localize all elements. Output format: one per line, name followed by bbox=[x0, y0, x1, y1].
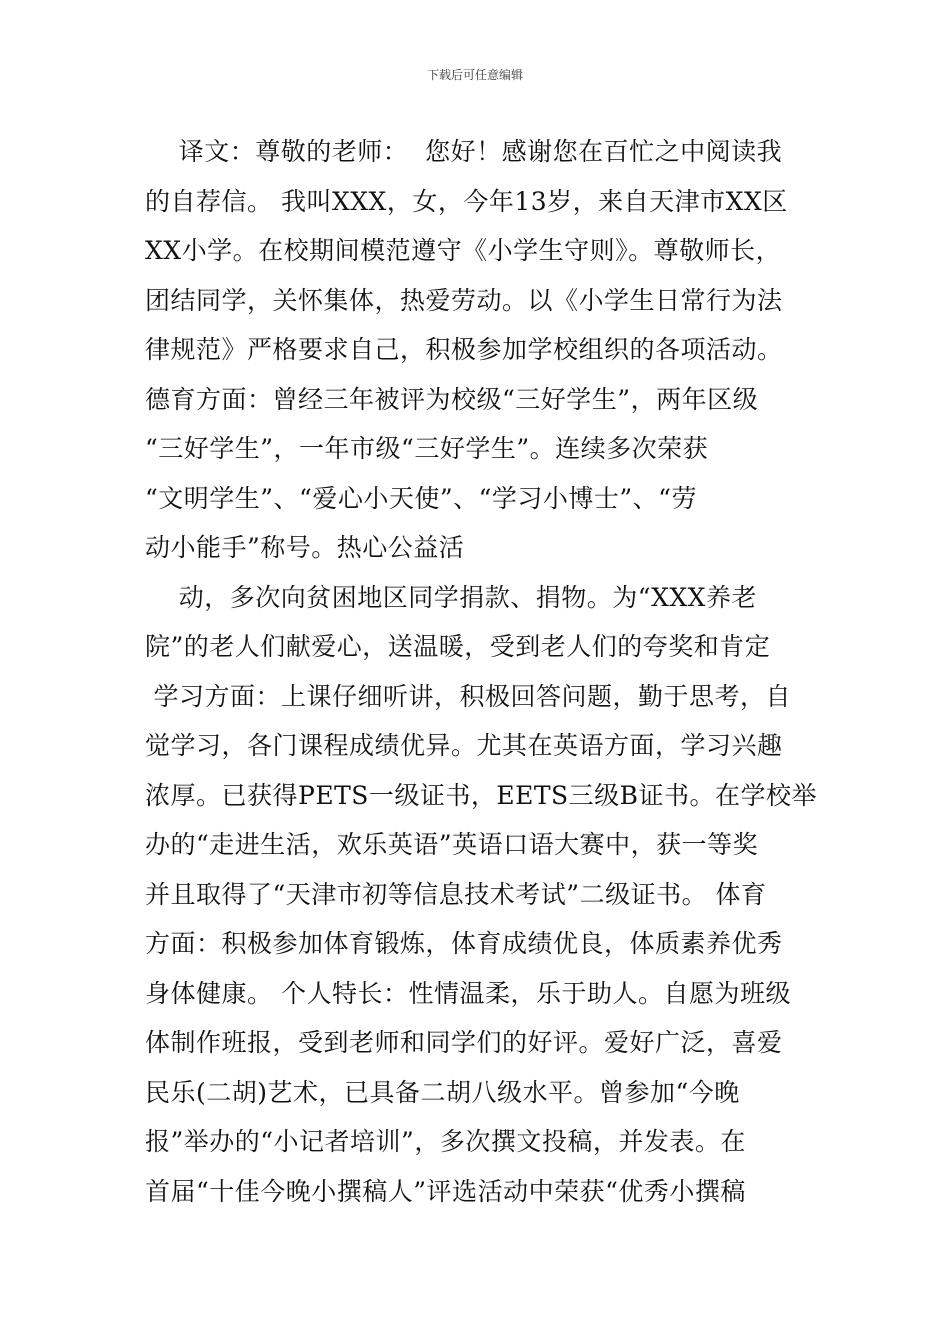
text-line: 的自荐信。 我叫XXX，女，今年13岁，来自天津市XX区 bbox=[145, 186, 788, 216]
text-line: 并且取得了“天津市初等信息技术考试”二级证书。 体育 bbox=[145, 879, 767, 909]
text-line: 团结同学，关怀集体，热爱劳动。以《小学生日常行为法 bbox=[145, 285, 783, 315]
text-line: 体制作班报，受到老师和同学们的好评。爱好广泛，喜爱 bbox=[145, 1028, 783, 1057]
text-line: 觉学习，各门课程成绩优异。尤其在英语方面，学习兴趣 bbox=[145, 731, 783, 760]
text-line: 方面：积极参加体育锻炼，体育成绩优良，体质素养优秀 bbox=[145, 929, 783, 958]
text-line: 律规范》严格要求自己，积极参加学校组织的各项活动。 bbox=[145, 335, 783, 364]
page-header: 下载后可任意编辑 bbox=[426, 68, 523, 82]
text-line: 动小能手”称号。热心公益活 bbox=[145, 533, 465, 562]
text-line: “三好学生”，一年市级“三好学生”。连续多次荣获 bbox=[145, 434, 709, 463]
text-line: 报”举办的“小记者培训”，多次撰文投稿，并发表。在 bbox=[145, 1127, 746, 1156]
text-line: 办的“走进生活，欢乐英语”英语口语大赛中，获一等奖 bbox=[145, 830, 759, 859]
text-line: XX小学。在校期间模范遵守《小学生守则》。尊敬师长， bbox=[145, 236, 782, 265]
text-line: 德育方面：曾经三年被评为校级“三好学生”，两年区级 bbox=[145, 384, 759, 414]
text-line: 浓厚。已获得PETS一级证书，EETS三级B证书。在学校举 bbox=[145, 780, 818, 810]
text-line: 身体健康。 个人特长：性情温柔，乐于助人。自愿为班级 bbox=[145, 978, 791, 1008]
text-line: 民乐(二胡)艺术，已具备二胡八级水平。曾参加“今晚 bbox=[145, 1077, 740, 1107]
text-line: 首届“十佳今晚小撰稿人”评选活动中荣获“优秀小撰稿 bbox=[145, 1176, 746, 1206]
text-line: 动，多次向贫困地区同学捐款、捐物。为“XXX养老 bbox=[145, 582, 757, 612]
text-line: 院”的老人们献爱心，送温暖，受到老人们的夸奖和肯定 bbox=[145, 632, 771, 661]
text-line: “文明学生”、“爱心小天使”、“学习小博士”、“劳 bbox=[145, 483, 697, 513]
text-line: 译文：尊敬的老师： 您好！感谢您在百忙之中阅读我 bbox=[145, 137, 783, 166]
document-body bbox=[145, 127, 818, 1216]
text-line: 学习方面：上课仔细听讲，积极回答问题，勤于思考，自 bbox=[145, 681, 791, 711]
